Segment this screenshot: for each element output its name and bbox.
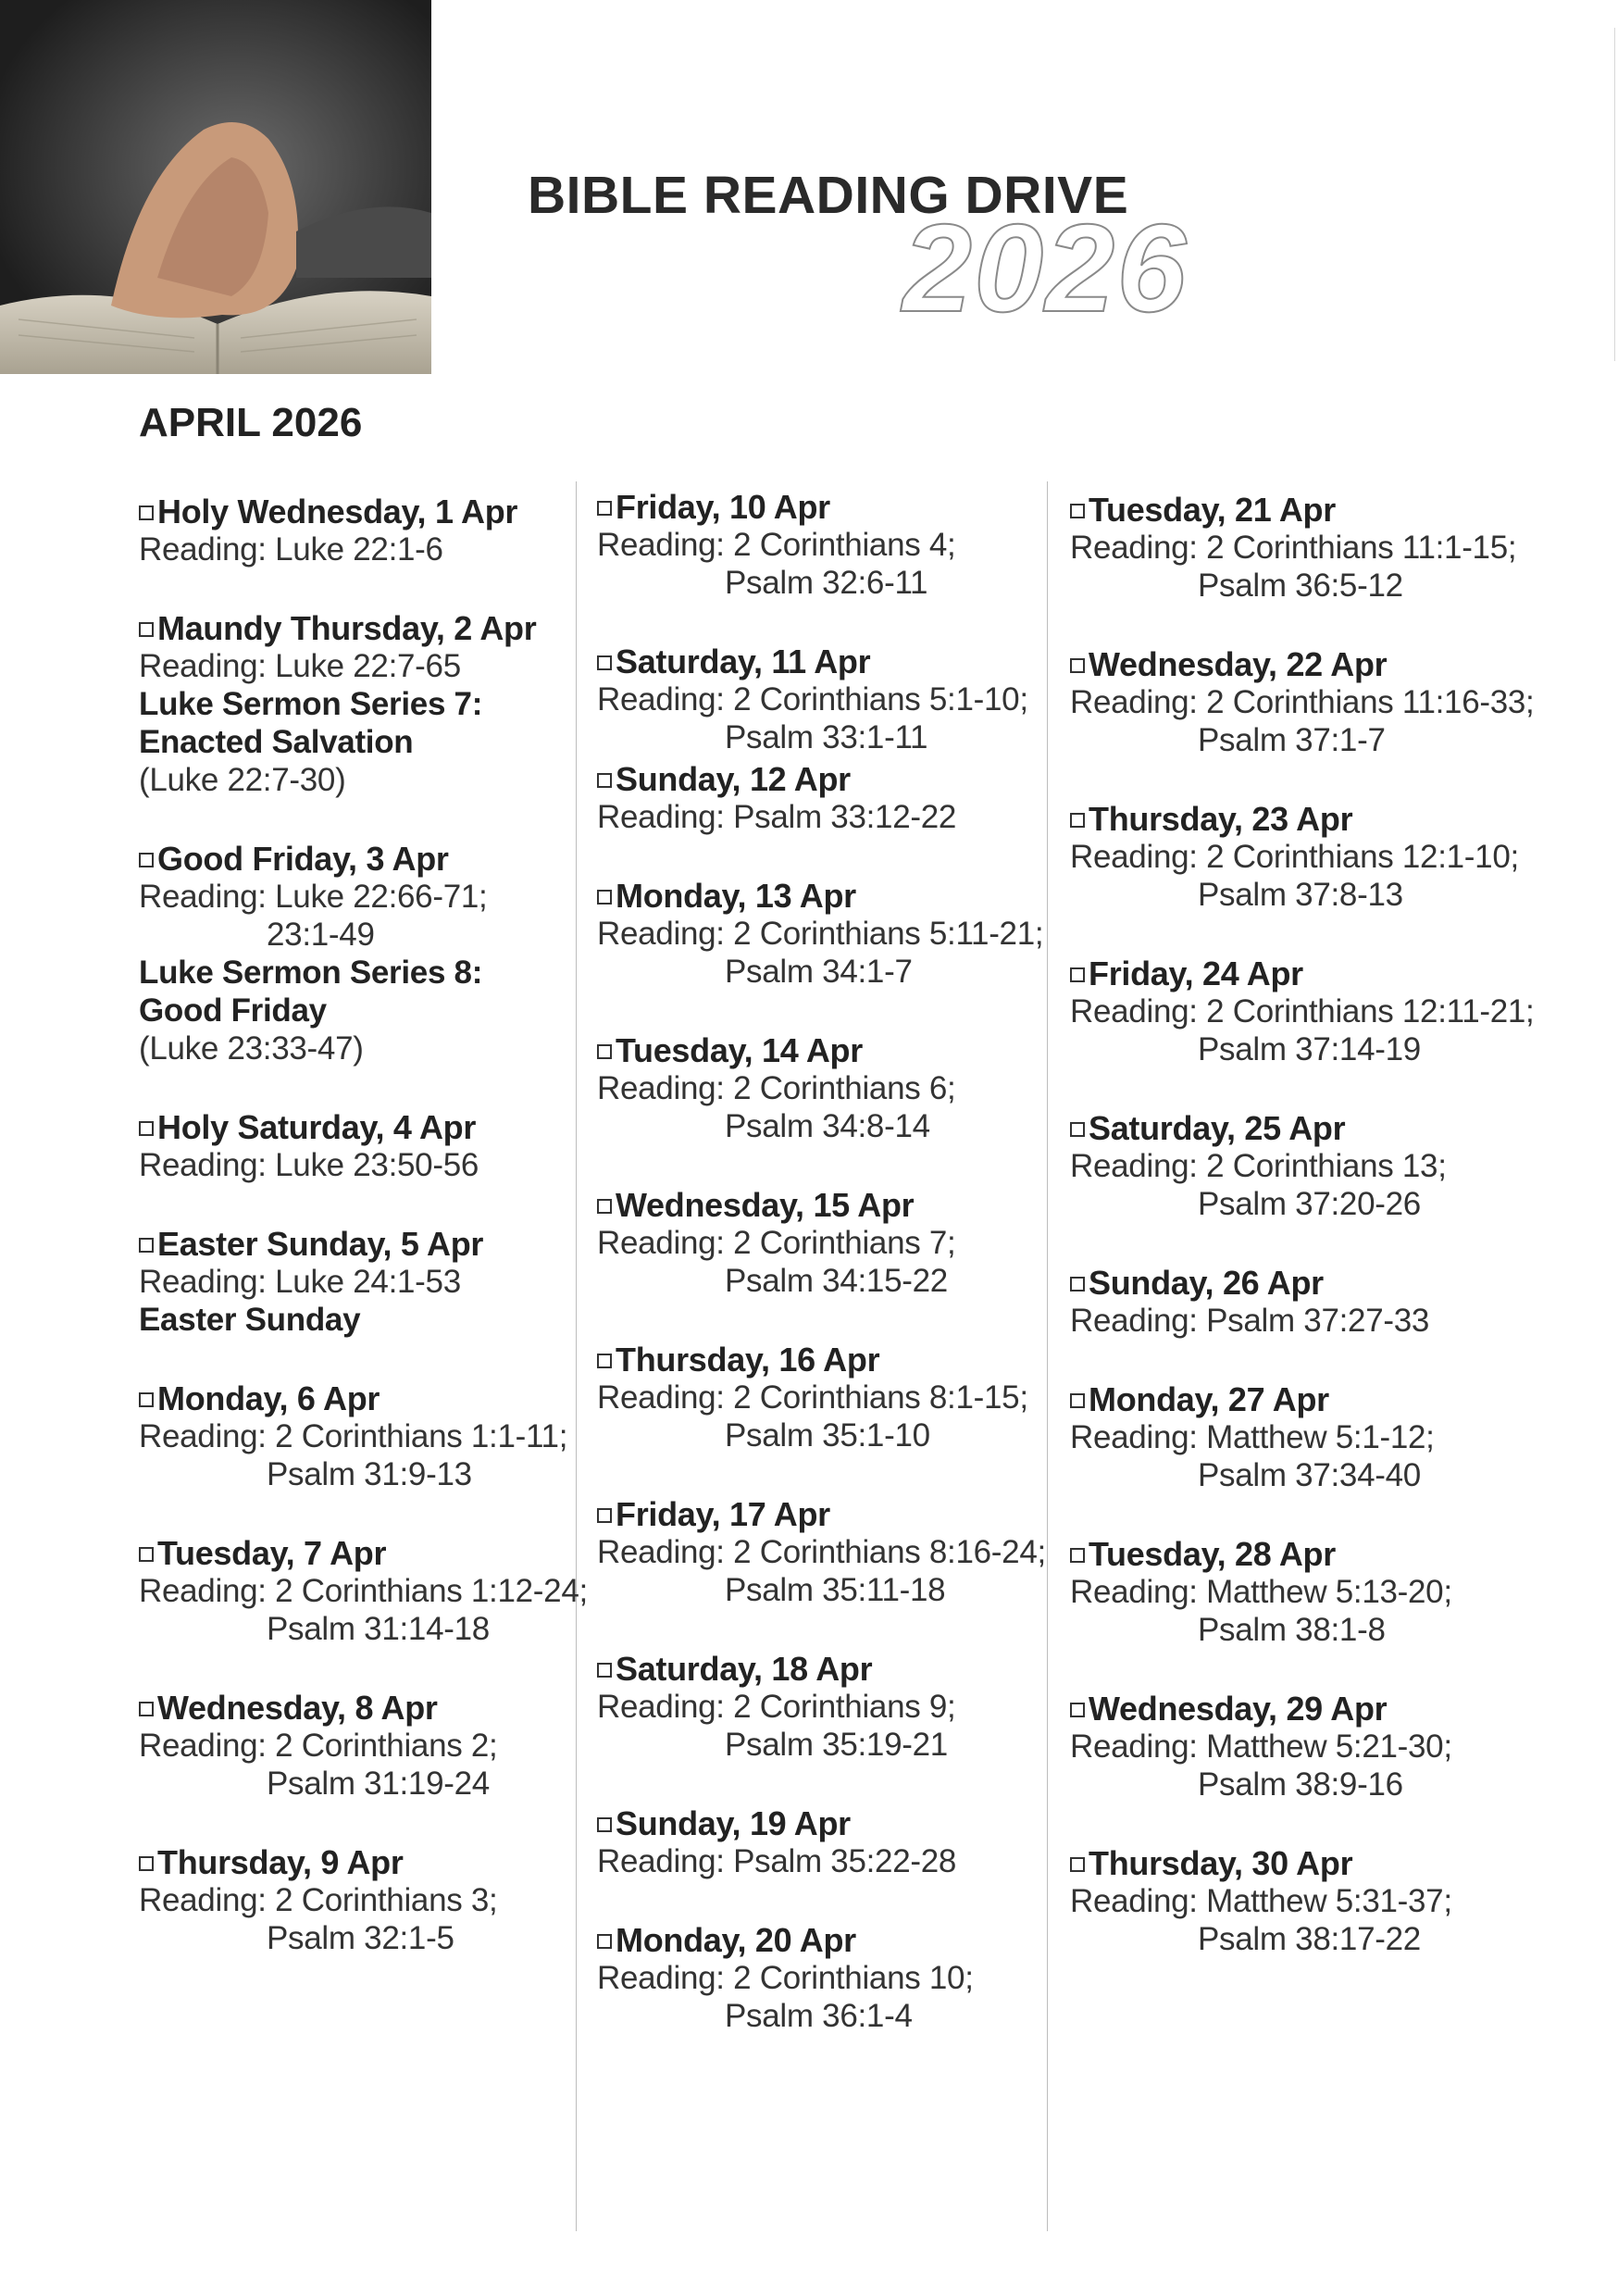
checkbox-icon[interactable] [597, 1354, 612, 1368]
day-label: Friday, 17 Apr [616, 1495, 830, 1533]
reading-text-continued: Psalm 37:34-40 [1198, 1457, 1421, 1493]
checkbox-icon[interactable] [139, 1121, 154, 1136]
day-label: Saturday, 11 Apr [616, 643, 871, 680]
reading-entry [139, 1843, 620, 1957]
day-heading [597, 488, 1078, 526]
day-heading [597, 1341, 1078, 1379]
checkbox-icon[interactable] [1070, 1277, 1085, 1292]
checkbox-icon[interactable] [139, 1856, 154, 1871]
day-label: Wednesday, 15 Apr [616, 1186, 915, 1224]
reading-text-continued: Psalm 35:11-18 [725, 1572, 946, 1608]
day-heading [1070, 1380, 1551, 1418]
day-heading [1070, 955, 1551, 992]
reading-text: Reading: Matthew 5:13-20; [1070, 1574, 1452, 1610]
day-heading [1070, 491, 1551, 529]
reading-entry [597, 760, 1078, 836]
day-label: Friday, 24 Apr [1089, 955, 1303, 992]
reading-entry [597, 1495, 1078, 1609]
reading-entry [139, 1108, 620, 1184]
day-heading [1070, 1264, 1551, 1302]
reading-entry [597, 488, 1078, 602]
reading-text: Reading: Luke 22:66-71; [139, 879, 488, 915]
reading-entry [597, 1341, 1078, 1454]
reading-text-continued: Psalm 34:1-7 [725, 954, 913, 990]
reading-text: Reading: Luke 22:1-6 [139, 531, 443, 568]
day-label: Wednesday, 29 Apr [1089, 1690, 1388, 1728]
reading-text: Reading: 2 Corinthians 5:1-10; [597, 681, 1028, 718]
reading-text: Reading: 2 Corinthians 11:16-33; [1070, 684, 1535, 720]
reading-text: Reading: 2 Corinthians 3; [139, 1882, 498, 1918]
checkbox-icon[interactable] [597, 1199, 612, 1214]
checkbox-icon[interactable] [597, 773, 612, 788]
reading-text-continued: Psalm 31:9-13 [267, 1456, 472, 1492]
reading-text: Reading: Luke 23:50-56 [139, 1147, 479, 1183]
reading-text-continued: Psalm 31:19-24 [267, 1766, 490, 1802]
reading-text: Reading: Psalm 33:12-22 [597, 799, 957, 835]
reading-entry [597, 1186, 1078, 1300]
reading-entry [139, 609, 620, 799]
day-label: Saturday, 25 Apr [1089, 1109, 1346, 1147]
reading-text: Reading: Luke 24:1-53 [139, 1264, 461, 1300]
reading-entry [597, 1804, 1078, 1880]
reading-text-continued: Psalm 31:14-18 [267, 1611, 490, 1647]
edge-line [1614, 28, 1615, 361]
page-title: BIBLE READING DRIVE [528, 166, 1129, 225]
day-heading [597, 1495, 1078, 1533]
reading-column-3 [1070, 491, 1551, 1999]
day-heading [597, 877, 1078, 915]
reading-text: Reading: 2 Corinthians 11:1-15; [1070, 530, 1517, 566]
reading-text: Reading: 2 Corinthians 9; [597, 1689, 956, 1725]
day-label: Good Friday, 3 Apr [157, 840, 449, 878]
reading-text: Reading: Luke 22:7-65 [139, 648, 461, 684]
day-heading [597, 1031, 1078, 1069]
day-label: Monday, 6 Apr [157, 1379, 380, 1417]
reading-column-1 [139, 493, 620, 1998]
day-label: Tuesday, 14 Apr [616, 1031, 863, 1069]
reading-column-2 [597, 488, 1078, 2076]
checkbox-icon[interactable] [1070, 1548, 1085, 1563]
day-heading [139, 493, 620, 530]
day-label: Saturday, 18 Apr [616, 1650, 873, 1688]
day-label: Maundy Thursday, 2 Apr [157, 609, 537, 647]
reading-text: Reading: 2 Corinthians 8:16-24; [597, 1534, 1046, 1570]
reading-entry [139, 493, 620, 568]
sermon-note: Good Friday [139, 992, 327, 1029]
checkbox-icon[interactable] [139, 853, 154, 867]
checkbox-icon[interactable] [139, 1547, 154, 1562]
day-label: Easter Sunday, 5 Apr [157, 1225, 484, 1263]
day-label: Thursday, 9 Apr [157, 1843, 404, 1881]
reading-text-continued: Psalm 36:5-12 [1198, 568, 1403, 604]
day-heading [139, 1534, 620, 1572]
reading-entry [139, 840, 620, 1067]
reading-entry [1070, 1380, 1551, 1494]
day-heading [1070, 1535, 1551, 1573]
day-label: Thursday, 30 Apr [1089, 1844, 1353, 1882]
checkbox-icon[interactable] [139, 622, 154, 637]
reading-entry [139, 1225, 620, 1339]
day-heading [1070, 1844, 1551, 1882]
checkbox-icon[interactable] [1070, 813, 1085, 828]
reading-text: Reading: 2 Corinthians 1:12-24; [139, 1573, 588, 1609]
reading-text: Reading: 2 Corinthians 7; [597, 1225, 956, 1261]
reading-text: Reading: 2 Corinthians 6; [597, 1070, 956, 1106]
sermon-note: Enacted Salvation [139, 724, 414, 760]
day-heading [139, 1843, 620, 1881]
checkbox-icon[interactable] [139, 505, 154, 520]
reading-text: Reading: Psalm 37:27-33 [1070, 1303, 1430, 1339]
day-heading [1070, 800, 1551, 838]
day-label: Wednesday, 8 Apr [157, 1689, 438, 1727]
day-label: Sunday, 12 Apr [616, 760, 851, 798]
reading-entry [597, 1650, 1078, 1764]
checkbox-icon[interactable] [1070, 1857, 1085, 1872]
checkbox-icon[interactable] [139, 1392, 154, 1407]
reading-text-continued: 23:1-49 [267, 917, 375, 953]
reading-entry [1070, 1264, 1551, 1340]
sermon-note: Easter Sunday [139, 1302, 361, 1338]
day-heading [1070, 1690, 1551, 1728]
reading-entry [1070, 955, 1551, 1068]
reading-text-continued: Psalm 35:1-10 [725, 1417, 930, 1454]
checkbox-icon[interactable] [597, 501, 612, 516]
reading-text-continued: Psalm 37:14-19 [1198, 1031, 1421, 1067]
reading-text: Reading: 2 Corinthians 1:1-11; [139, 1418, 568, 1454]
day-label: Wednesday, 22 Apr [1089, 645, 1388, 683]
reading-entry [1070, 1109, 1551, 1223]
reading-entry [1070, 1844, 1551, 1958]
reading-text: Reading: Matthew 5:21-30; [1070, 1728, 1452, 1765]
reading-entry [139, 1689, 620, 1803]
reading-text-continued: Psalm 37:1-7 [1198, 722, 1386, 758]
checkbox-icon[interactable] [597, 1934, 612, 1949]
day-heading [139, 609, 620, 647]
day-label: Sunday, 26 Apr [1089, 1264, 1324, 1302]
reading-entry [1070, 645, 1551, 759]
reading-text-continued: Psalm 37:20-26 [1198, 1186, 1421, 1222]
day-label: Tuesday, 28 Apr [1089, 1535, 1336, 1573]
day-heading [139, 1225, 620, 1263]
checkbox-icon[interactable] [139, 1238, 154, 1253]
checkbox-icon[interactable] [597, 1817, 612, 1832]
sermon-reference: (Luke 23:33-47) [139, 1030, 364, 1067]
reading-text-continued: Psalm 34:8-14 [725, 1108, 930, 1144]
checkbox-icon[interactable] [1070, 1393, 1085, 1408]
reading-text: Reading: 2 Corinthians 13; [1070, 1148, 1447, 1184]
reading-text-continued: Psalm 34:15-22 [725, 1263, 948, 1299]
reading-text: Reading: 2 Corinthians 12:1-10; [1070, 839, 1519, 875]
reading-entry [597, 1031, 1078, 1145]
day-heading [1070, 645, 1551, 683]
day-heading [597, 1921, 1078, 1959]
reading-text: Reading: 2 Corinthians 5:11-21; [597, 916, 1044, 952]
reading-entry [597, 877, 1078, 991]
reading-entry [139, 1534, 620, 1648]
reading-entry [1070, 1690, 1551, 1803]
day-heading [139, 1379, 620, 1417]
reading-text: Reading: Matthew 5:31-37; [1070, 1883, 1452, 1919]
day-label: Tuesday, 7 Apr [157, 1534, 387, 1572]
reading-text-continued: Psalm 38:1-8 [1198, 1612, 1386, 1648]
checkbox-icon[interactable] [1070, 658, 1085, 673]
header-photo-praying-hands [0, 0, 431, 374]
reading-entry [1070, 1535, 1551, 1649]
checkbox-icon[interactable] [1070, 1703, 1085, 1717]
reading-entry [597, 1921, 1078, 2035]
reading-text-continued: Psalm 38:17-22 [1198, 1921, 1421, 1957]
day-heading [597, 643, 1078, 680]
month-heading: APRIL 2026 [139, 400, 363, 445]
reading-text: Reading: 2 Corinthians 2; [139, 1728, 498, 1764]
reading-text-continued: Psalm 36:1-4 [725, 1998, 913, 2034]
reading-text: Reading: Matthew 5:1-12; [1070, 1419, 1435, 1455]
checkbox-icon[interactable] [597, 890, 612, 905]
day-heading [1070, 1109, 1551, 1147]
checkbox-icon[interactable] [1070, 1122, 1085, 1137]
reading-text: Reading: 2 Corinthians 8:1-15; [597, 1379, 1028, 1416]
day-label: Holy Wednesday, 1 Apr [157, 493, 518, 530]
checkbox-icon[interactable] [1070, 504, 1085, 518]
reading-text-continued: Psalm 38:9-16 [1198, 1766, 1403, 1803]
checkbox-icon[interactable] [597, 655, 612, 670]
reading-text-continued: Psalm 32:1-5 [267, 1920, 454, 1956]
reading-entry [1070, 491, 1551, 605]
checkbox-icon[interactable] [139, 1702, 154, 1716]
sermon-note: Luke Sermon Series 8: [139, 955, 483, 991]
reading-text-continued: Psalm 35:19-21 [725, 1727, 948, 1763]
reading-entry [597, 643, 1078, 756]
day-label: Sunday, 19 Apr [616, 1804, 851, 1842]
day-heading [139, 1689, 620, 1727]
sermon-note: Luke Sermon Series 7: [139, 686, 483, 722]
day-heading [597, 1804, 1078, 1842]
reading-text: Reading: 2 Corinthians 4; [597, 527, 956, 563]
day-label: Monday, 20 Apr [616, 1921, 856, 1959]
day-label: Monday, 13 Apr [616, 877, 856, 915]
day-label: Holy Saturday, 4 Apr [157, 1108, 477, 1146]
day-heading [139, 1108, 620, 1146]
page-year: 2026 [902, 198, 1189, 338]
reading-text: Reading: 2 Corinthians 10; [597, 1960, 974, 1996]
reading-text-continued: Psalm 32:6-11 [725, 565, 928, 601]
day-heading [597, 1186, 1078, 1224]
reading-text: Reading: Psalm 35:22-28 [597, 1843, 957, 1879]
reading-text-continued: Psalm 37:8-13 [1198, 877, 1403, 913]
checkbox-icon[interactable] [597, 1044, 612, 1059]
day-heading [597, 1650, 1078, 1688]
checkbox-icon[interactable] [597, 1663, 612, 1678]
day-heading [139, 840, 620, 878]
day-label: Thursday, 16 Apr [616, 1341, 880, 1379]
reading-entry [139, 1379, 620, 1493]
day-label: Thursday, 23 Apr [1089, 800, 1353, 838]
day-label: Tuesday, 21 Apr [1089, 491, 1336, 529]
checkbox-icon[interactable] [1070, 967, 1085, 982]
checkbox-icon[interactable] [597, 1508, 612, 1523]
day-heading [597, 760, 1078, 798]
reading-text-continued: Psalm 33:1-11 [725, 719, 928, 755]
reading-text: Reading: 2 Corinthians 12:11-21; [1070, 993, 1535, 1029]
reading-entry [1070, 800, 1551, 914]
day-label: Friday, 10 Apr [616, 488, 830, 526]
day-label: Monday, 27 Apr [1089, 1380, 1329, 1418]
sermon-reference: (Luke 22:7-30) [139, 762, 346, 798]
